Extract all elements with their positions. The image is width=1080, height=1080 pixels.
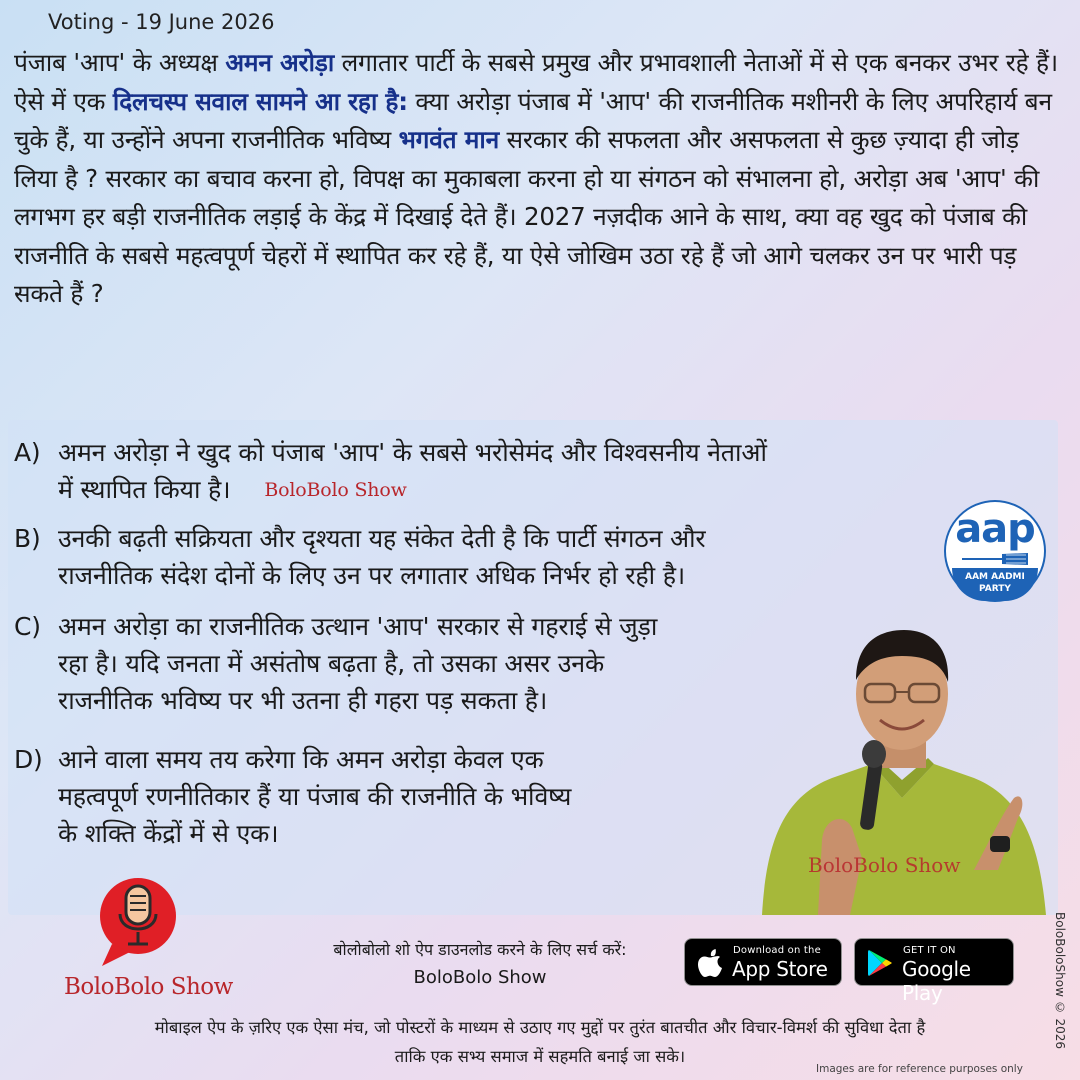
option-b[interactable] [14,520,705,594]
option-key: B) [14,524,41,553]
option-line: राजनीतिक संदेश दोनों के लिए उन पर लगातार अधिक निर्भर हो रही है। [58,561,686,590]
app-store-small-text: Download on the [733,945,821,956]
microphone-chat-icon [96,876,180,968]
download-hint [268,936,692,992]
option-line: रहा है। यदि जनता में असंतोष बढ़ता है, तो उसका असर उनके [58,649,604,678]
option-a[interactable] [14,434,767,509]
google-play-icon [867,949,893,977]
option-key: C) [14,612,41,641]
brand-name: BoloBolo Show [64,974,233,1000]
aap-logo-line2: PARTY [979,584,1011,594]
footer-desc-line: मोबाइल ऐप के ज़रिए एक ऐसा मंच, जो पोस्टरों के माध्यम से उठाए गए मुद्दों पर तुरंत बातचीत और विचार-विमर्श की सुविधा देता है [154,1018,926,1037]
copyright-text: BoloBoloShow © 2026 [1053,912,1067,1050]
app-store-button[interactable] [684,938,842,986]
option-line: अमन अरोड़ा का राजनीतिक उत्थान 'आप' सरकार से गहराई से जुड़ा [58,612,658,641]
broom-icon [962,553,1028,565]
disclaimer-text: Images are for reference purposes only [816,1063,1023,1075]
google-play-button[interactable] [854,938,1014,1005]
app-store-label: App Store [732,957,828,981]
option-c[interactable] [14,608,657,719]
intro-text: पंजाब 'आप' के अध्यक्ष [14,48,226,77]
date-label: Voting - 19 June 2026 [48,10,275,34]
option-key: A) [14,438,41,467]
option-line: आने वाला समय तय करेगा कि अमन अरोड़ा केवल एक [58,745,544,774]
footer-desc-line: ताकि एक सभ्य समाज में सहमति बनाई जा सके। [394,1047,686,1066]
intro-highlight: दिलचस्प सवाल सामने आ रहा है: [112,86,408,116]
aap-party-logo [944,500,1046,602]
option-line: में स्थापित किया है। [58,475,231,504]
watermark-text: BoloBolo Show [264,479,407,501]
google-play-small-text: GET IT ON [903,945,956,956]
option-key: D) [14,745,43,774]
portrait-watermark: BoloBolo Show [808,853,961,877]
option-d[interactable] [14,741,571,852]
option-line-wrapper [14,471,767,509]
option-line: उनकी बढ़ती सक्रियता और दृश्यता यह संकेत देती है कि पार्टी संगठन और [58,524,706,553]
aap-logo-word: aap [955,506,1035,552]
download-hint-text: बोलोबोलो शो ऐप डाउनलोड करने के लिए सर्च करें: [333,940,627,959]
intro-highlight: भगवंत मान [398,125,499,154]
apple-icon [697,949,723,977]
intro-highlight: अमन अरोड़ा [225,48,334,77]
intro-paragraph [14,44,1066,314]
app-name: BoloBolo Show [413,967,547,988]
option-line: के शक्ति केंद्रों में से एक। [58,819,279,848]
option-line: अमन अरोड़ा ने खुद को पंजाब 'आप' के सबसे भरोसेमंद और विश्वसनीय नेताओं [58,438,767,467]
option-line: राजनीतिक भविष्य पर भी उतना ही गहरा पड़ सकता है। [58,686,548,715]
intro-text: लगातार पार्टी के सबसे प्रमुख और प्रभावशाली नेताओं में से एक बनकर उभर रहे हैं। ऐसे में एक [14,48,1058,116]
intro-text: क्या अरोड़ा पंजाब में 'आप' की राजनीतिक मशीनरी के लिए अपरिहार्य बन चुके हैं, या उन्होंने अपना राजनीतिक भविष्य [14,86,1052,154]
google-play-label: Google Play [902,957,971,1005]
intro-text: सरकार की सफलता और असफलता से कुछ ज़्यादा ही जोड़ लिया है ? सरकार का बचाव करना हो, विपक्ष का मुकाबला करना हो या संगठन को संभालना हो, अरोड़ा अब 'आप' की लगभग हर बड़ी राजनीतिक लड़ाई के केंद्र में दिखाई देते हैं। 2027 नज़दीक आने के साथ, क्या वह खुद को पंजाब की राजनीति के सबसे महत्वपूर्ण चेहरों में स्थापित कर रहे हैं, या ऐसे जोखिम उठा रहे हैं जो आगे चलकर उन पर भारी पड़ सकते हैं ? [14,125,1040,308]
aap-logo-line1: AAM AADMI [965,572,1025,582]
option-line: महत्वपूर्ण रणनीतिकार हैं या पंजाब की राजनीति के भविष्य [58,782,572,811]
